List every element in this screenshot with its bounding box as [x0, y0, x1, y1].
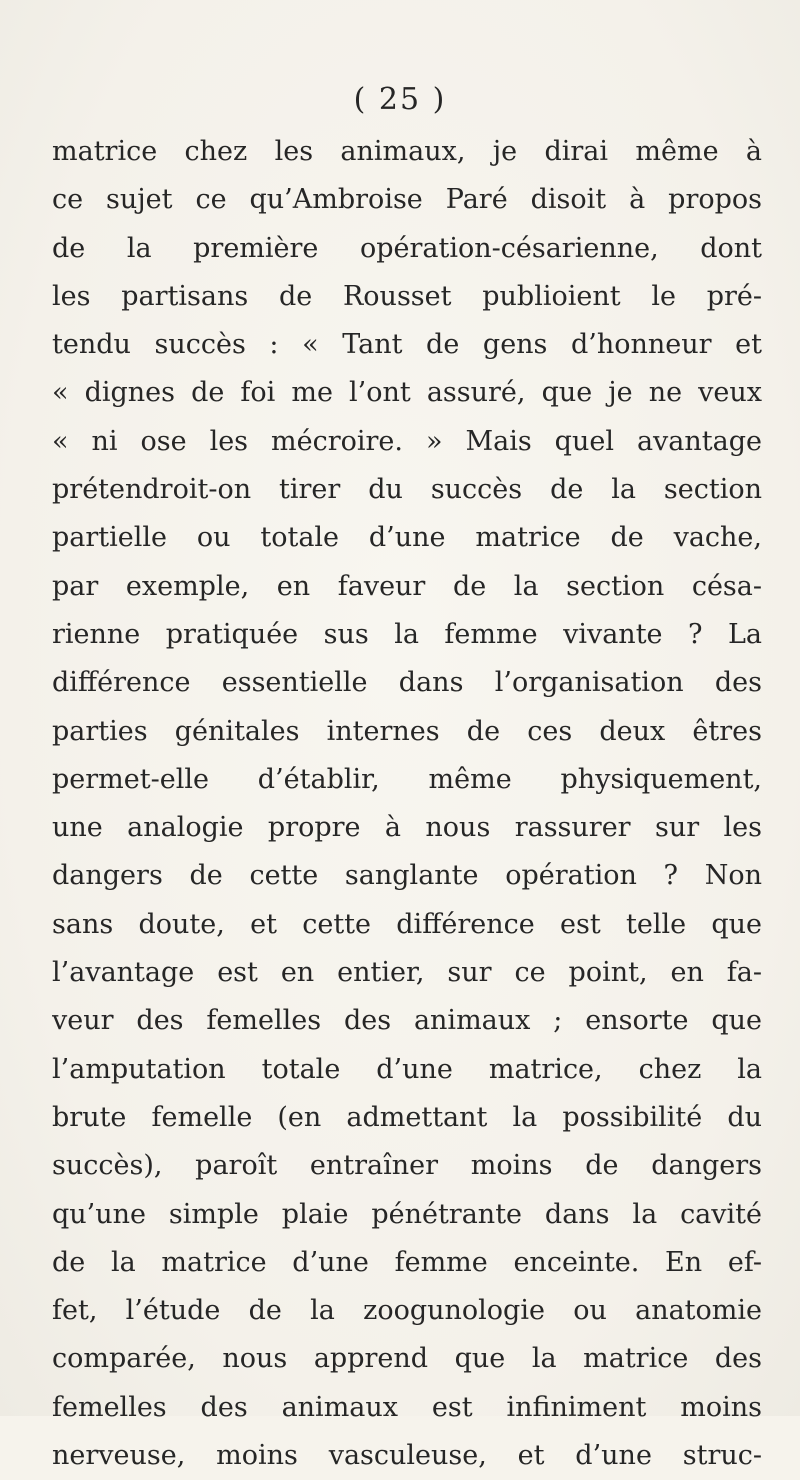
text-line: de la première opération-césarienne, dont — [52, 232, 762, 264]
text-line: fet, l’étude de la zoogunologie ou anatomie — [52, 1295, 762, 1327]
text-line: tendu succès : « Tant de gens d’honneur et — [52, 329, 762, 361]
text-line: prétendroit-on tirer du succès de la section — [52, 474, 762, 506]
text-line: veur des femelles des animaux ; ensorte que — [52, 1005, 762, 1037]
text-line: l’amputation totale d’une matrice, chez la — [52, 1053, 762, 1085]
text-line: rienne pratiquée sus la femme vivante ? La — [52, 618, 762, 650]
text-line: les partisans de Rousset publioient le pré- — [52, 280, 762, 312]
text-line: parties génitales internes de ces deux êtres — [52, 715, 762, 747]
text-line: « dignes de foi me l’ont assuré, que je ne veux — [52, 377, 762, 409]
text-line: par exemple, en faveur de la section césa- — [52, 570, 762, 602]
text-line: une analogie propre à nous rassurer sur les — [52, 812, 762, 844]
text-line: matrice chez les animaux, je dirai même à — [52, 136, 762, 167]
text-line: ce sujet ce qu’Ambroise Paré disoit à propos — [52, 184, 762, 216]
text-line: partielle ou totale d’une matrice de vache, — [52, 522, 762, 554]
text-line: nerveuse, moins vasculeuse, et d’une struc- — [52, 1440, 762, 1472]
text-line: l’avantage est en entier, sur ce point, en fa- — [52, 957, 762, 989]
text-line: qu’une simple plaie pénétrante dans la cavité — [52, 1198, 762, 1230]
page-number: ( 25 ) — [353, 82, 447, 117]
text-line: comparée, nous apprend que la matrice des — [52, 1343, 762, 1375]
text-line: différence essentielle dans l’organisation des — [52, 667, 762, 699]
text-line: de la matrice d’une femme enceinte. En ef- — [52, 1246, 762, 1278]
text-line: succès), paroît entraîner moins de dangers — [52, 1150, 762, 1182]
text-line: femelles des animaux est infiniment moins — [52, 1391, 762, 1423]
text-line: sans doute, et cette différence est telle que — [52, 908, 762, 940]
text-line: dangers de cette sanglante opération ? Non — [52, 860, 762, 892]
body-text — [52, 128, 762, 1480]
text-line: « ni ose les mécroire. » Mais quel avantage — [52, 425, 762, 457]
text-line: brute femelle (en admettant la possibilité du — [52, 1101, 762, 1133]
text-line: permet-elle d’établir, même physiquement, — [52, 763, 762, 795]
